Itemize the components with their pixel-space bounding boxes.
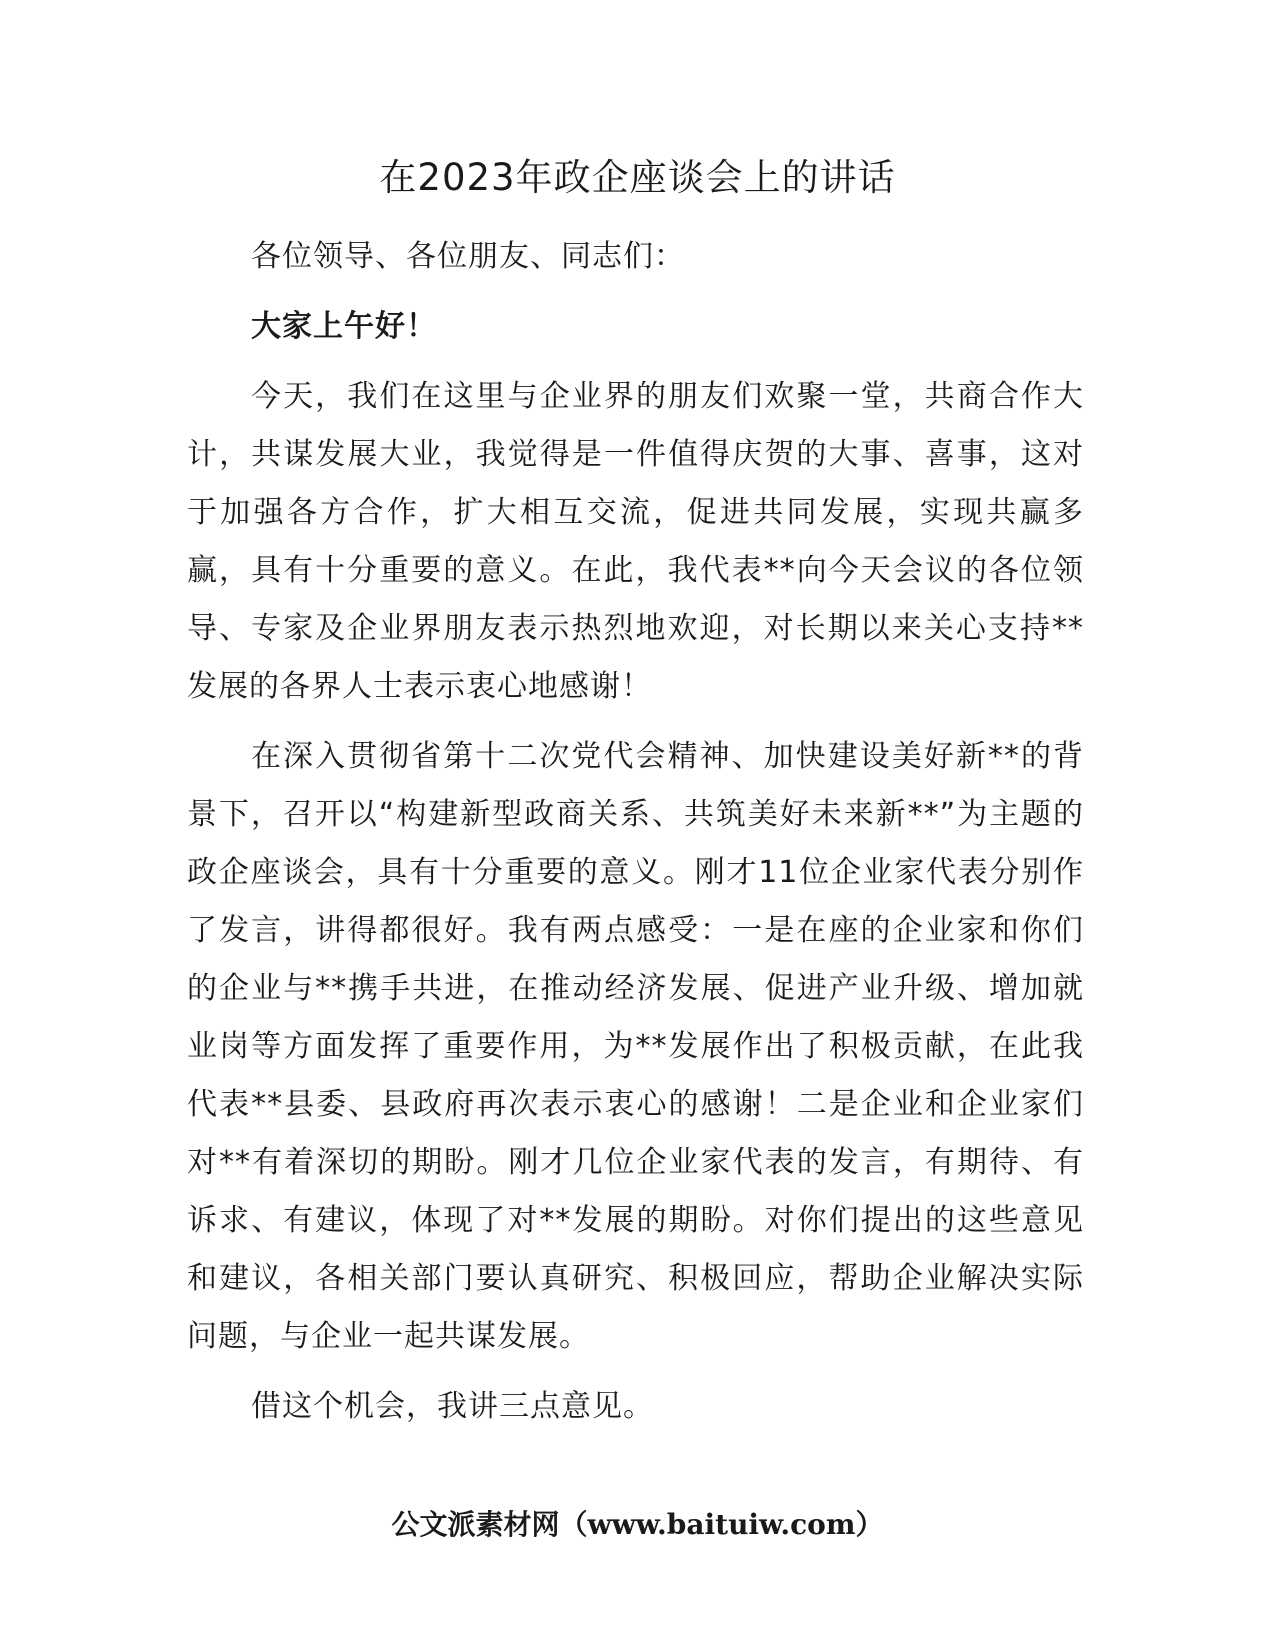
footer-watermark: 公文派素材网（www.baituiw.com） [391, 1508, 884, 1541]
paragraph-2: 在深入贯彻省第十二次党代会精神、加快建设美好新**的背景下，召开以“构建新型政商关系、共筑美好未来新**”为主题的政企座谈会，具有十分重要的意义。刚才11位企业家代表分别作了发言，讲得都很好。我有两点感受：一是在座的企业家和你们的企业与**携手共进，在推动经济发展、促进产业升级、增加就业岗等方面发挥了重要作用，为**发展作出了积极贡献，在此我代表**县委、县政府再次表示衷心的感谢！二是企业和企业家们对**有着深切的期盼。刚才几位企业家代表的发言，有期待、有诉求、有建议，体现了对**发展的期盼。对你们提出的这些意见和建议，各相关部门要认真研究、积极回应，帮助企业解决实际问题，与企业一起共谋发展。 [187, 739, 1084, 1354]
paragraph-3: 借这个机会，我讲三点意见。 [251, 1389, 654, 1424]
salutation: 各位领导、各位朋友、同志们： [251, 239, 685, 274]
document-body [187, 228, 1084, 1448]
paragraph-1: 今天，我们在这里与企业界的朋友们欢聚一堂，共商合作大计，共谋发展大业，我觉得是一件值得庆贺的大事、喜事，这对于加强各方合作，扩大相互交流，促进共同发展，实现共赢多赢，具有十分重要的意义。在此，我代表**向今天会议的各位领导、专家及企业界朋友表示热烈地欢迎，对长期以来关心支持**发展的各界人士表示衷心地感谢！ [187, 379, 1084, 704]
document-title: 在2023年政企座谈会上的讲话 [379, 156, 896, 199]
greeting: 大家上午好！ [251, 309, 437, 344]
